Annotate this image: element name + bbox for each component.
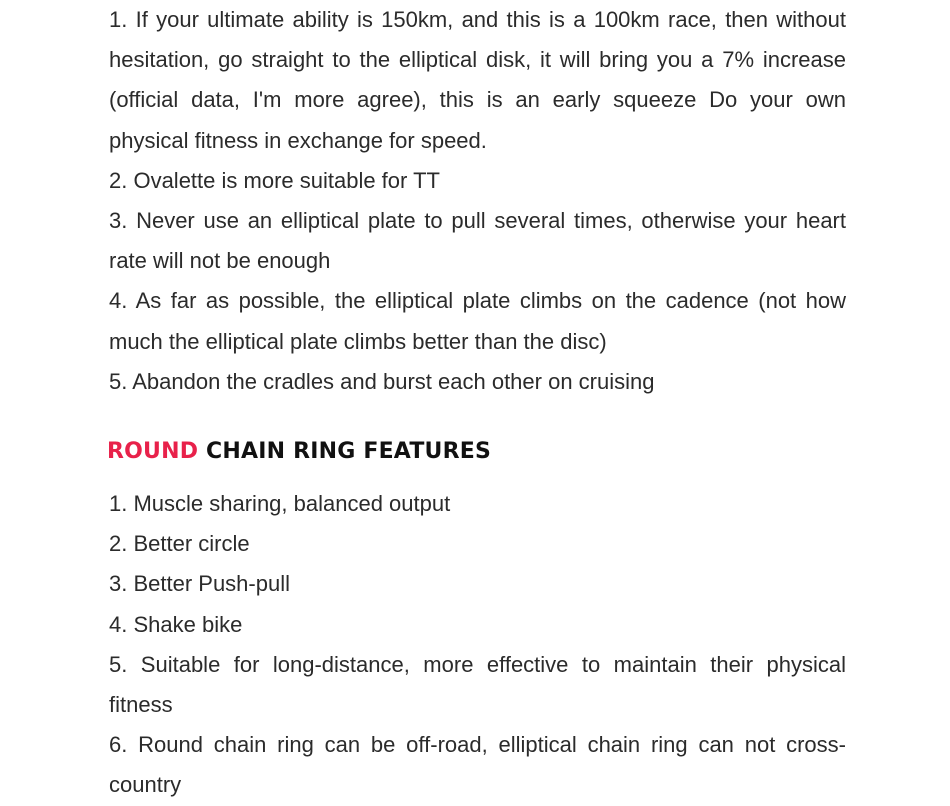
list-item: 2. Ovalette is more suitable for TT [109, 167, 440, 193]
heading-accent: ROUND [107, 439, 199, 464]
round-features-list [109, 484, 846, 806]
list-item: 4. As far as possible, the elliptical plate climbs on the cadence (not how much the elliptical plate climbs better than the disc) [109, 288, 846, 354]
heading-rest: CHAIN RING FEATURES [206, 439, 492, 464]
elliptical-tips-list [109, 0, 846, 402]
list-item: 1. Muscle sharing, balanced output [109, 491, 451, 516]
list-item: 5. Abandon the cradles and burst each other on cruising [109, 368, 655, 394]
list-item: 6. Round chain ring can be off-road, elliptical chain ring can not cross-country [109, 732, 846, 798]
list-item: 1. If your ultimate ability is 150km, and this is a 100km race, then without hesitation, go straight to the elliptical disk, it will bring you a 7% increase (official data, I'm more agree), this is an early squeeze Do your own physical fitness in exchange for speed. [109, 7, 846, 153]
list-item: 4. Shake bike [109, 611, 243, 637]
list-item: 5. Suitable for long-distance, more effective to maintain their physical fitness [109, 651, 846, 718]
list-item: 3. Never use an elliptical plate to pull several times, otherwise your heart rate will not be enough [109, 208, 846, 274]
list-item: 2. Better circle [109, 531, 250, 557]
list-item: 3. Better Push-pull [109, 571, 290, 597]
section-heading [107, 436, 867, 468]
